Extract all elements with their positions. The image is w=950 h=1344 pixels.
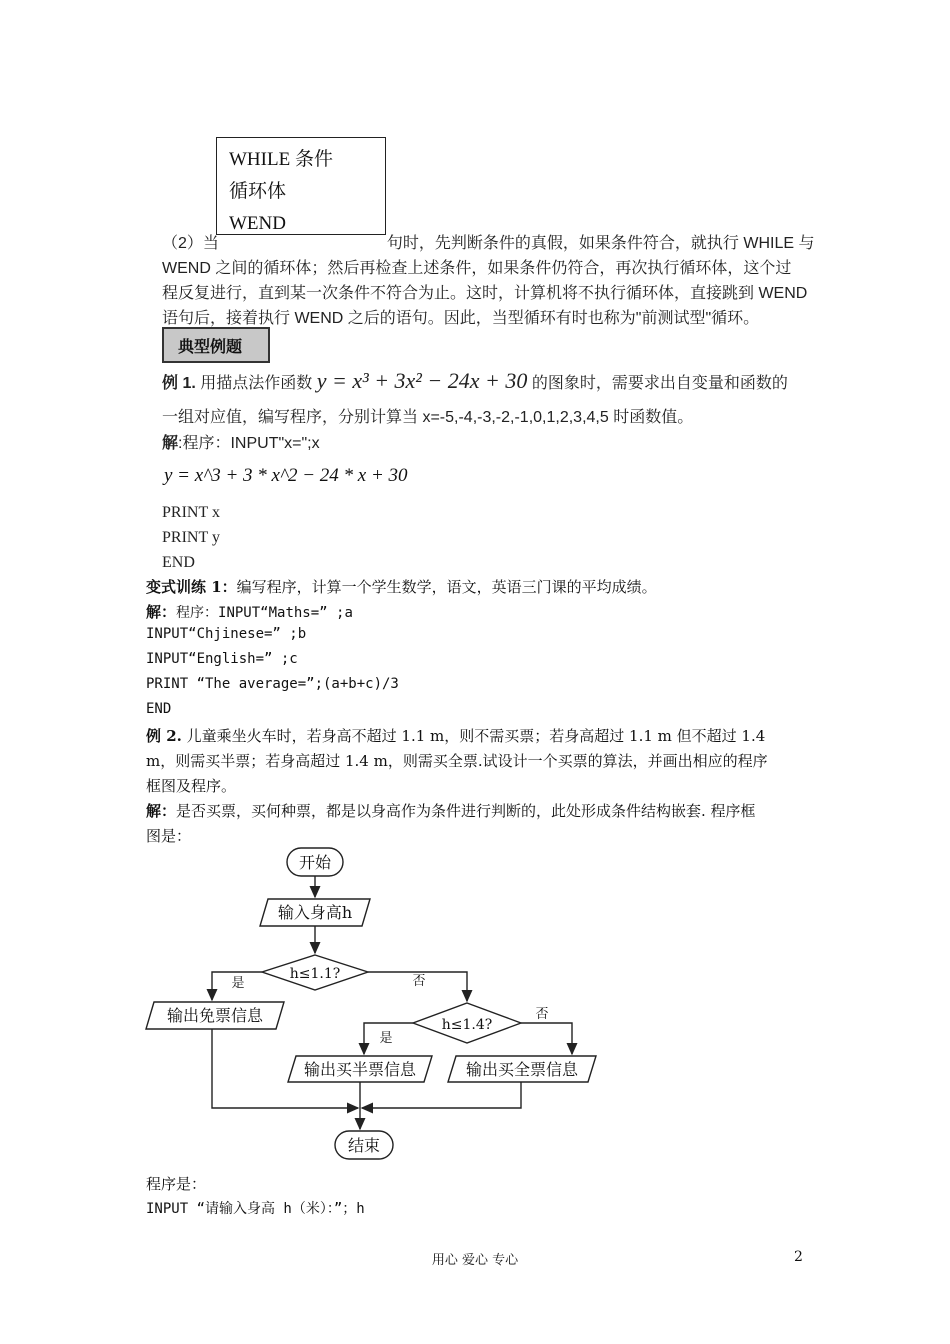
program-line-1: INPUT “请输入身高 h（米）：”；h: [146, 1201, 365, 1217]
wend-line: WEND: [229, 213, 286, 234]
variant1-line: 变式训练 1：编写程序，计算一个学生数学，语文，英语三门课的平均成绩。: [146, 578, 657, 596]
example2-solution-2: 图是：: [146, 827, 192, 845]
cond1-label: h≤1.1?: [289, 966, 341, 982]
example1-line-2: 一组对应值，编写程序，分别计算当 x=-5,-4,-3,-2,-1,0,1,2,3,4,5 时函数值。: [162, 409, 694, 426]
para-line-4: 语句后，接着执行 WEND 之后的语句。因此，当型循环有时也称为"前测试型"循环。: [162, 310, 760, 327]
example2-line-3: 框图及程序。: [146, 777, 237, 795]
no1-label: 否: [412, 974, 426, 989]
end-label: 结束: [347, 1136, 381, 1155]
loop-body-line: 循环体: [229, 181, 287, 202]
para-line-2: WEND 之间的循环体；然后再检查上述条件，如果条件仍符合，再次执行循环体，这个过: [162, 260, 792, 277]
cond2-label: h≤1.4?: [441, 1017, 493, 1033]
section-heading: 典型例题: [162, 327, 270, 363]
code-print-x: PRINT x: [162, 504, 220, 521]
variant1-code-4: END: [146, 701, 172, 717]
example1-solution: 解:程序：INPUT"x=";x: [162, 435, 320, 452]
example2-solution-1: 解：是否买票，买何种票，都是以身高作为条件进行判断的，此处形成条件结构嵌套. 程序框: [146, 802, 756, 820]
out-full-label: 输出买全票信息: [465, 1060, 579, 1079]
example1-line-1: 例 1. 用描点法作函数 y = x³ + 3x² − 24x + 30 的图象时，需要求出自变量和函数的: [162, 368, 788, 393]
while-line: WHILE 条件: [229, 149, 333, 170]
example2-line-1: 例 2. 儿童乘坐火车时，若身高不超过 1.1 m，则不需买票；若身高超过 1.1 m 但不超过 1.4: [146, 727, 766, 745]
variant1-code-3: PRINT “The average=”;(a+b+c)/3: [146, 676, 399, 692]
no2-label: 否: [535, 1007, 549, 1022]
start-label: 开始: [298, 853, 332, 872]
example2-line-2: m，则需买半票；若身高超过 1.4 m，则需买全票.试设计一个买票的算法，并画出相应的程序: [146, 752, 768, 770]
page-footer: 用心 爱心 专心: [431, 1253, 519, 1268]
code-print-y: PRINT y: [162, 529, 220, 546]
example1-label: 例 1.: [162, 375, 196, 392]
program-label: 程序是：: [146, 1175, 207, 1193]
out-free-label: 输出免票信息: [166, 1006, 264, 1025]
variant1-code-2: INPUT“English=” ;c: [146, 651, 298, 667]
yes1-label: 是: [231, 976, 245, 991]
input-label: 输入身高h: [277, 903, 353, 922]
variant1-code-1: INPUT“Chjinese=” ;b: [146, 626, 307, 642]
variant1-solution: 解：程序：INPUT“Maths=” ;a: [146, 603, 353, 621]
while-syntax-box: [216, 137, 386, 235]
page-number: 2: [794, 1249, 803, 1265]
function-formula: y = x³ + 3x² − 24x + 30: [316, 368, 528, 393]
out-half-label: 输出买半票信息: [303, 1060, 417, 1079]
para-line-1: （2）当 句时，先判断条件的真假，如果条件符合，就执行 WHILE 与: [162, 235, 815, 252]
code-formula: y = x^3 + 3 * x^2 − 24 * x + 30: [164, 465, 408, 486]
yes2-label: 是: [379, 1031, 393, 1046]
code-end: END: [162, 554, 195, 571]
para-line-3: 程反复进行，直到某一次条件不符合为止。这时，计算机将不执行循环体，直接跳到 WEND: [162, 285, 808, 302]
